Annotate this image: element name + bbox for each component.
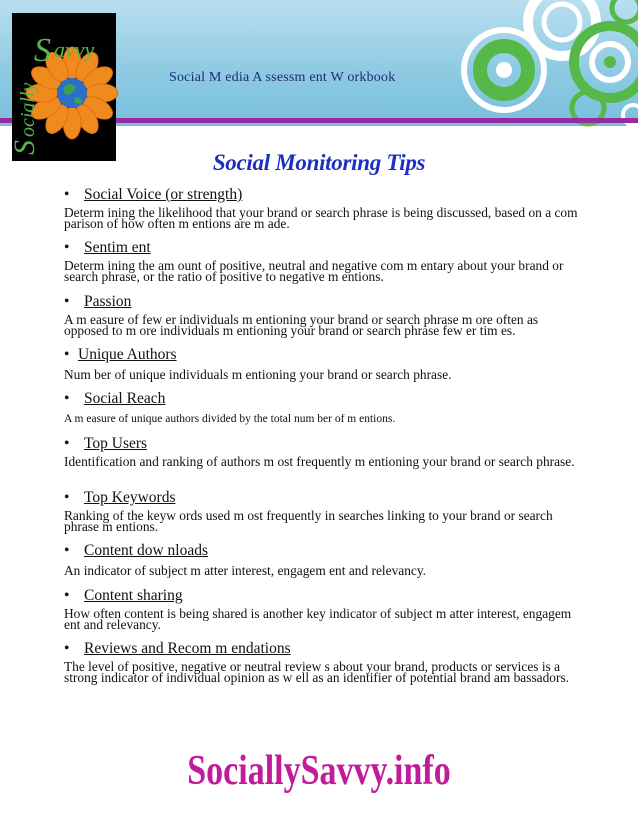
- tip-heading: [64, 542, 580, 560]
- tip-description: Determ ining the am ount of positive, neutral and negative com m entary about your brand or search phrase, or the ratio of positive to negative m entions.: [64, 258, 564, 284]
- svg-text:avvy: avvy: [54, 37, 95, 62]
- svg-text:S: S: [8, 140, 41, 155]
- tip-unique-authors: [64, 346, 580, 382]
- tip-passion: [64, 293, 580, 336]
- tip-label: Top Users: [84, 435, 148, 452]
- bullet-icon: •: [64, 587, 70, 604]
- tip-heading: [64, 489, 580, 507]
- tip-top-keywords: [64, 489, 580, 532]
- tip-social-voice: [64, 186, 580, 229]
- tip-heading: [64, 346, 580, 364]
- bullet-icon: •: [64, 640, 70, 657]
- bullet-icon: •: [64, 239, 70, 256]
- footer-brand-logo: [0, 744, 638, 804]
- tip-label: Reviews and Recom m endations: [84, 640, 291, 657]
- bullet-icon: •: [64, 293, 70, 310]
- tip-heading: [64, 587, 580, 605]
- tip-description: Ranking of the keyw ords used m ost frequently in searches linking to your brand or search phrase m entions.: [64, 508, 553, 534]
- svg-text:S: S: [34, 32, 51, 69]
- tip-heading: [64, 293, 580, 311]
- tip-description: A m easure of few er individuals m entioning your brand or search phrase m ore often as opposed to m ore individuals m entioning your brand or search phrase few er tim es.: [64, 312, 539, 338]
- socially-savvy-logo: [8, 13, 116, 161]
- bullet-icon: •: [64, 186, 70, 203]
- tip-description: An indicator of subject m atter interest, engagem ent and relevancy.: [64, 563, 427, 578]
- tip-description: Num ber of unique individuals m entioning your brand or search phrase.: [64, 367, 452, 382]
- bullet-icon: •: [64, 346, 70, 363]
- tip-label: Passion: [84, 293, 132, 310]
- tip-label: Sentim ent: [84, 239, 151, 256]
- tip-label: Social Voice (or strength): [84, 186, 243, 203]
- tip-heading: [64, 186, 580, 204]
- decorative-circles: [438, 0, 638, 126]
- tip-reviews: [64, 640, 580, 683]
- tip-description: Determ ining the likelihood that your brand or search phrase is being discussed, based on a com parison of how often m entions are m ade.: [64, 205, 578, 231]
- workbook-title: Social M edia A ssessm ent W orkbook: [169, 70, 396, 85]
- tip-sentiment: [64, 239, 580, 282]
- bullet-icon: •: [64, 390, 70, 407]
- tip-heading: [64, 239, 580, 257]
- tip-description: A m easure of unique authors divided by the total num ber of m entions.: [64, 413, 396, 425]
- tip-description: How often content is being shared is another key indicator of subject m atter interest, engagem ent and relevancy.: [64, 606, 572, 632]
- brand-wordmark: [187, 744, 451, 800]
- tip-description: The level of positive, negative or neutral review s about your brand, products or services is a strong indicator of individual opinion as w ell as an identifier of potential brand am bassadors.: [64, 659, 570, 685]
- bullet-icon: •: [64, 489, 70, 506]
- tip-content-downloads: [64, 542, 580, 578]
- tip-heading: [64, 390, 580, 408]
- tip-label: Content sharing: [84, 587, 183, 604]
- page-title: Social Monitoring Tips: [212, 150, 426, 175]
- bullet-icon: •: [64, 542, 70, 559]
- tip-content-sharing: [64, 587, 580, 630]
- tip-heading: [64, 435, 580, 453]
- svg-text:ocially: ocially: [17, 82, 39, 137]
- tip-label: Top Keywords: [84, 489, 176, 506]
- tip-label: Unique Authors: [78, 346, 177, 363]
- tip-label: Content dow nloads: [84, 542, 208, 559]
- bullet-icon: •: [64, 435, 70, 452]
- tip-social-reach: [64, 390, 580, 426]
- tip-description: Identification and ranking of authors m ost frequently m entioning your brand or search phrase.: [64, 454, 575, 469]
- tip-label: Social Reach: [84, 390, 166, 407]
- brand-text: SociallySavvy.info: [187, 747, 451, 794]
- tip-heading: [64, 640, 580, 658]
- tip-top-users: [64, 435, 580, 468]
